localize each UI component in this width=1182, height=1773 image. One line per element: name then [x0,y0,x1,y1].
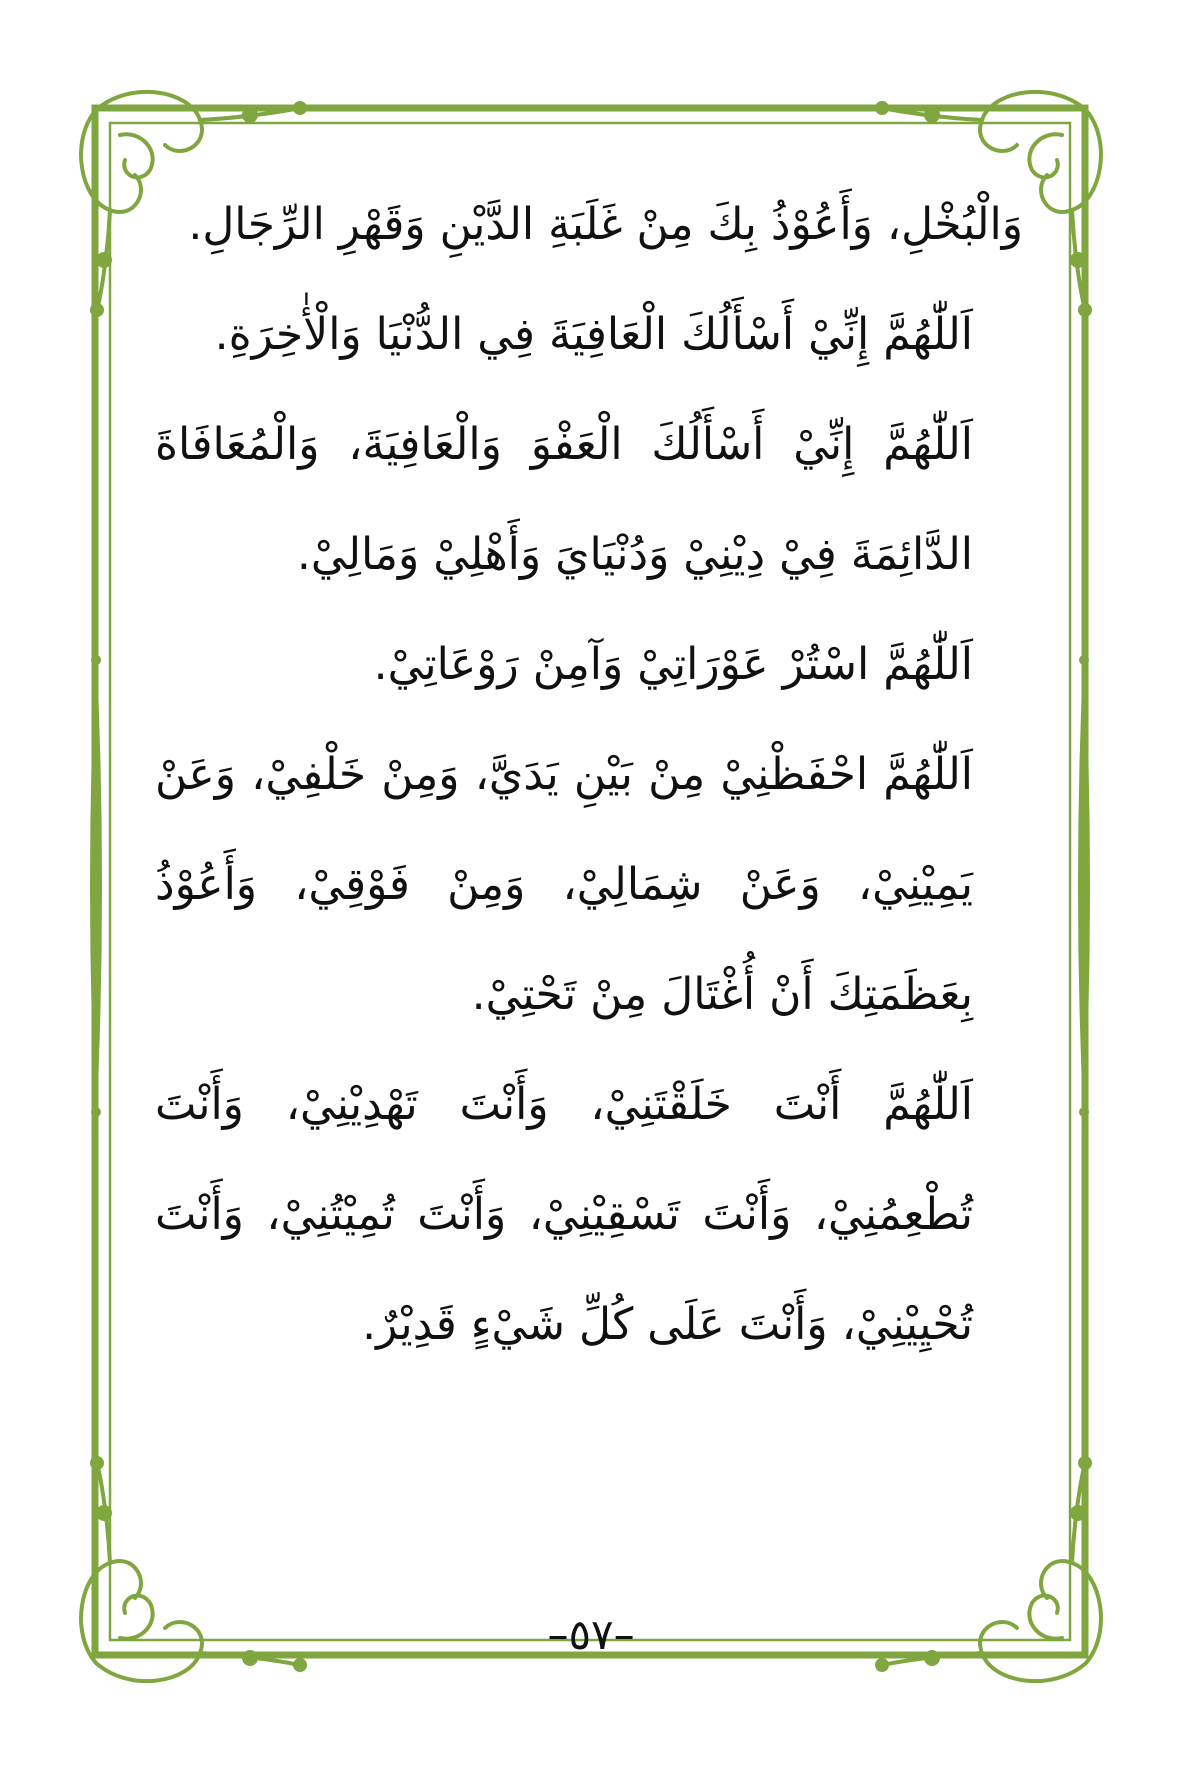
paragraph-1: وَالْبُخْلِ، وَأَعُوْذُ بِكَ مِنْ غَلَبَةِ الدَّيْنِ وَقَهْرِ الرِّجَالِ. [188,199,1023,250]
left-spindle-knob-top [91,655,101,665]
right-spindle-knob-bottom [1079,1107,1089,1117]
paragraph-4: اَللّٰهُمَّ اسْتُرْ عَوْرَاتِيْ وَآمِنْ رَوْعَاتِيْ. [373,639,973,690]
left-spindle-knob-bottom [91,1107,101,1117]
right-spindle-knob-top [1079,655,1089,665]
paragraph-2: اَللّٰهُمَّ إِنِّيْ أَسْأَلُكَ الْعَافِيَةَ فِي الدُّنْيَا وَالْأٰخِرَةِ. [214,309,973,360]
paragraph-6: اَللّٰهُمَّ أَنْتَ خَلَقْتَنِيْ، وَأَنْتَ تَهْدِيْنِيْ، وَأَنْتَ تُطْعِمُنِيْ، وَأَنْتَ تَسْقِيْنِيْ، وَأَنْتَ تُمِيْتُنِيْ، وَأَنْتَ تُحْيِيْنِيْ، وَأَنْتَ عَلَى كُلِّ شَيْءٍ قَدِيْرٌ. [155,1079,973,1350]
supplication-text [155,170,1023,1380]
paragraph-5: اَللّٰهُمَّ احْفَظْنِيْ مِنْ بَيْنِ يَدَيَّ، وَمِنْ خَلْفِيْ، وَعَنْ يَمِيْنِيْ، وَعَنْ شِمَالِيْ، وَمِنْ فَوْقِيْ، وَأَعُوْذُ بِعَظَمَتِكَ أَنْ أُغْتَالَ مِنْ تَحْتِيْ. [155,749,973,1020]
page-number: –٥٧– [547,1610,635,1659]
paragraph-3: اَللّٰهُمَّ إِنِّيْ أَسْأَلُكَ الْعَفْوَ وَالْعَافِيَةَ، وَالْمُعَافَاةَ الدَّائِمَةَ فِيْ دِيْنِيْ وَدُنْيَايَ وَأَهْلِيْ وَمَالِيْ. [155,419,973,580]
